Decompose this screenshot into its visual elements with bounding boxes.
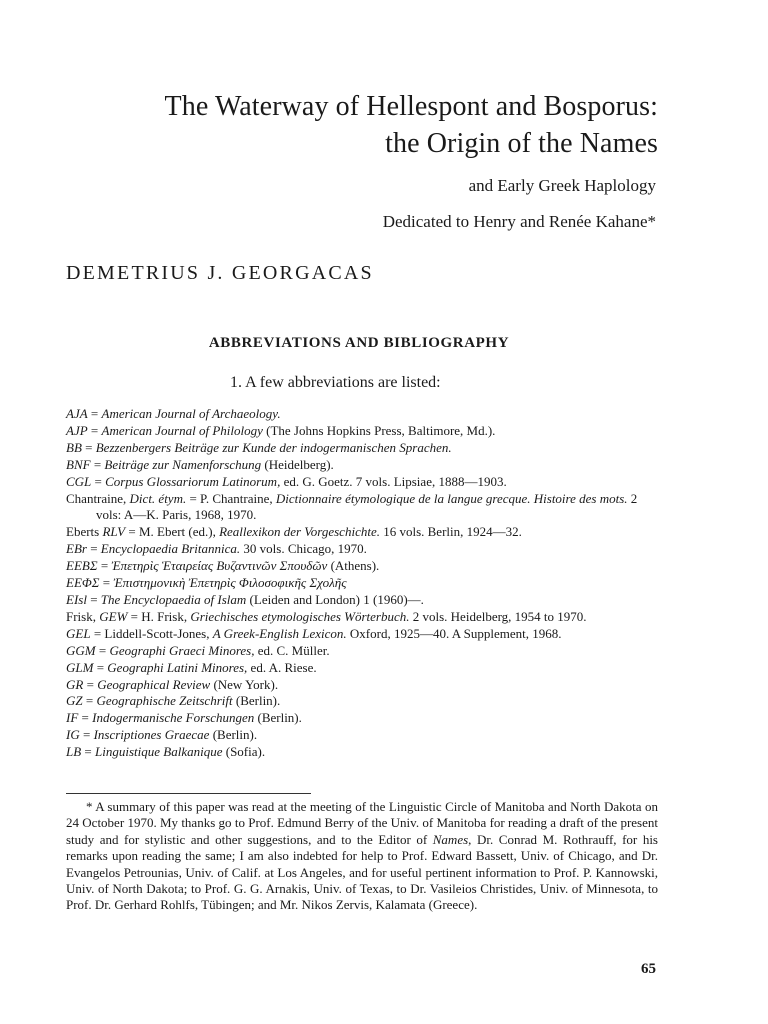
title-line-1: The Waterway of Hellespont and Bosporus: [164, 91, 658, 122]
page-number: 65 [641, 961, 656, 977]
abbreviation-separator: = [79, 727, 94, 743]
abbreviation-separator: = [81, 439, 96, 455]
abbreviation-entry [66, 710, 662, 727]
abbreviation-entry [66, 744, 662, 761]
abbreviation-separator: = H. Frisk, [127, 608, 191, 624]
abbreviation-title: American Journal of Archaeology. [101, 406, 281, 421]
abbreviation-details: 2 vols: A—K. Paris, 1968, 1970. [96, 490, 638, 523]
abbreviation-entry [66, 524, 662, 541]
abbreviation-details: (The Johns Hopkins Press, Baltimore, Md.). [262, 422, 496, 438]
abbreviation-title: A Greek-English Lexicon. [212, 625, 347, 641]
abbreviation-key: LB [66, 744, 82, 760]
abbreviation-entry [66, 677, 662, 694]
abbreviation-key: BB [66, 439, 82, 455]
abbreviation-key: EBr [66, 541, 87, 557]
abbreviation-entry [66, 423, 662, 440]
abbreviation-title: Ἐπιστημονικὴ Ἐπετηρὶς Φιλοσοφικῆς Σχολῆς [113, 575, 347, 591]
abbreviation-separator: = [91, 473, 106, 489]
subsection-heading: 1. A few abbreviations are listed: [230, 374, 441, 391]
abbreviation-separator: = [83, 676, 98, 692]
abbreviation-details: ed. G. Goetz. 7 vols. Lipsiae, 1888—1903. [280, 473, 507, 489]
abbreviation-title: Geographi Latini Minores, [107, 659, 248, 675]
abbreviation-key: IF [66, 710, 79, 726]
abbreviation-title: The Encyclopaedia of Islam [100, 591, 247, 607]
abbreviation-key: GGM [66, 642, 96, 658]
abbreviation-key: BNF [66, 456, 91, 472]
abbreviation-key: EIsl [66, 591, 87, 607]
abbreviation-title: American Journal of Philology [101, 422, 263, 438]
abbreviation-entry [66, 727, 662, 744]
abbreviation-key: CGL [66, 473, 92, 489]
abbreviation-details: (Berlin). [254, 710, 302, 726]
abbreviation-key: AJP [66, 422, 88, 438]
abbreviation-separator: = [87, 406, 102, 421]
abbreviation-key: RLV [102, 524, 126, 540]
abbreviation-separator: = M. Ebert (ed.), [125, 524, 220, 540]
abbreviation-key: GZ [66, 693, 83, 709]
abbreviation-details: 2 vols. Heidelberg, 1954 to 1970. [409, 608, 587, 624]
abbreviation-details: (Athens). [327, 558, 380, 574]
abbreviation-details: 30 vols. Chicago, 1970. [240, 541, 367, 557]
abbreviation-details: (Heidelberg). [261, 456, 334, 472]
abbreviation-entry [66, 541, 662, 558]
abbreviation-entry [66, 474, 662, 491]
abbreviation-details: 16 vols. Berlin, 1924—32. [379, 524, 522, 540]
abbreviation-author: Chantraine, [66, 490, 130, 506]
abbreviation-key: GEL [66, 625, 91, 641]
abbreviation-entry [66, 440, 662, 457]
abbreviation-separator: = [82, 693, 97, 709]
abbreviation-title: Geographical Review [97, 676, 211, 692]
abbreviation-details: Oxford, 1925—40. A Supplement, 1968. [346, 625, 562, 641]
abbreviation-title: Griechisches etymologisches Wörterbuch. [190, 608, 410, 624]
abbreviation-key: EEΦΣ [66, 575, 100, 591]
abbreviation-entry [66, 643, 662, 660]
abbreviation-entry [66, 660, 662, 677]
footnote-text-1: * A summary of this paper was read at the meeting of the Linguistic Circle of Manitoba and North Dakota on 24 October 1970. My thanks go to Prof. Edmund Berry of the Univ. of Manitoba for reading a draft of the present study and for stylistic and other suggestions, and to the Editor of [66, 799, 658, 847]
abbreviation-details: ed. A. Riese. [247, 659, 317, 675]
abbreviation-separator: = [86, 591, 101, 607]
abbreviation-title: Reallexikon der Vorgeschichte. [219, 524, 380, 540]
abbreviation-title: Geographi Graeci Minores, [109, 642, 255, 658]
subtitle: and Early Greek Haplology [468, 176, 656, 195]
abbreviation-title: Ἐπετηρὶς Ἑταιρείας Βυζαντινῶν Σπουδῶν [111, 558, 328, 574]
abbreviation-separator: = Liddell-Scott-Jones, [90, 625, 213, 641]
abbreviation-details: (Berlin). [209, 727, 258, 743]
title-line-2: the Origin of the Names [385, 128, 658, 159]
abbreviation-key: GEW [99, 608, 128, 624]
abbreviation-key: EEBΣ [66, 558, 98, 574]
abbreviation-list [66, 406, 662, 761]
abbreviation-separator: = P. Chantraine, [186, 490, 276, 506]
footnote-text-2: , Dr. Conrad M. Rothrauff, for his remarks upon reading the same; I am also indebted for help to Prof. Edward Bassett, Univ. of Chicago, and Dr. Evangelos Petrounias, Univ. of Calif. at Los Angeles, and for useful pertinent information to Prof. P. Kannowski, Univ. of North Dakota; to Prof. G. G. Arnakis, Univ. of Texas, to Dr. Vasileios Christides, Univ. of Minnesota, to Prof. Dr. Gerhard Rohlfs, Tübingen; and Mr. Nikos Zervis, Kalamata (Greece). [66, 831, 658, 913]
dedication: Dedicated to Henry and Renée Kahane* [382, 212, 656, 231]
abbreviation-title: Beiträge zur Namenforschung [104, 456, 262, 472]
abbreviation-title: Encyclopaedia Britannica. [100, 541, 241, 557]
abbreviation-entry [66, 575, 662, 592]
author-name: DEMETRIUS J. GEORGACAS [66, 262, 374, 284]
abbreviation-separator: = [99, 575, 114, 591]
abbreviation-details: (Berlin). [232, 693, 281, 709]
abbreviation-title: Linguistique Balkanique [95, 744, 223, 760]
abbreviation-key: IG [66, 727, 80, 743]
abbreviation-separator: = [93, 659, 108, 675]
abbreviation-details: (New York). [210, 676, 279, 692]
abbreviation-title: Corpus Glossariorum Latinorum, [105, 473, 281, 489]
abbreviation-details: (Sofia). [222, 744, 266, 760]
abbreviation-separator: = [95, 642, 110, 658]
abbreviation-key: GR [66, 676, 84, 692]
abbreviation-key: AJA [66, 406, 88, 421]
abbreviation-title: Dictionnaire étymologique de la langue grecque. Histoire des mots. [275, 490, 628, 506]
abbreviation-details: (Leiden and London) 1 (1960)—. [246, 591, 424, 607]
abbreviation-entry [66, 406, 662, 423]
abbreviation-separator: = [86, 541, 101, 557]
abbreviation-separator: = [90, 456, 105, 472]
abbreviation-entry [66, 491, 662, 525]
abbreviation-separator: = [78, 710, 93, 726]
footnote-rule [66, 793, 311, 794]
abbreviation-author: Eberts [66, 524, 103, 540]
footnote [66, 799, 658, 914]
abbreviation-separator: = [81, 744, 96, 760]
abbreviation-separator: = [97, 558, 112, 574]
abbreviation-entry [66, 626, 662, 643]
abbreviation-entry [66, 609, 662, 626]
abbreviation-key: GLM [66, 659, 94, 675]
abbreviation-details: ed. C. Müller. [254, 642, 330, 658]
abbreviation-separator: = [87, 422, 102, 438]
abbreviation-entry [66, 457, 662, 474]
abbreviation-key: Dict. étym. [129, 490, 187, 506]
footnote-journal: Names [432, 831, 469, 847]
abbreviation-title: Bezzenbergers Beiträge zur Kunde der indogermanischen Sprachen. [95, 439, 452, 455]
section-heading: ABBREVIATIONS AND BIBLIOGRAPHY [208, 335, 510, 351]
abbreviation-title: Indogermanische Forschungen [92, 710, 255, 726]
abbreviation-title: Geographische Zeitschrift [96, 693, 233, 709]
abbreviation-author: Frisk, [66, 608, 100, 624]
abbreviation-title: Inscriptiones Graecae [93, 727, 210, 743]
abbreviation-entry [66, 693, 662, 710]
abbreviation-entry [66, 592, 662, 609]
abbreviation-entry [66, 558, 662, 575]
